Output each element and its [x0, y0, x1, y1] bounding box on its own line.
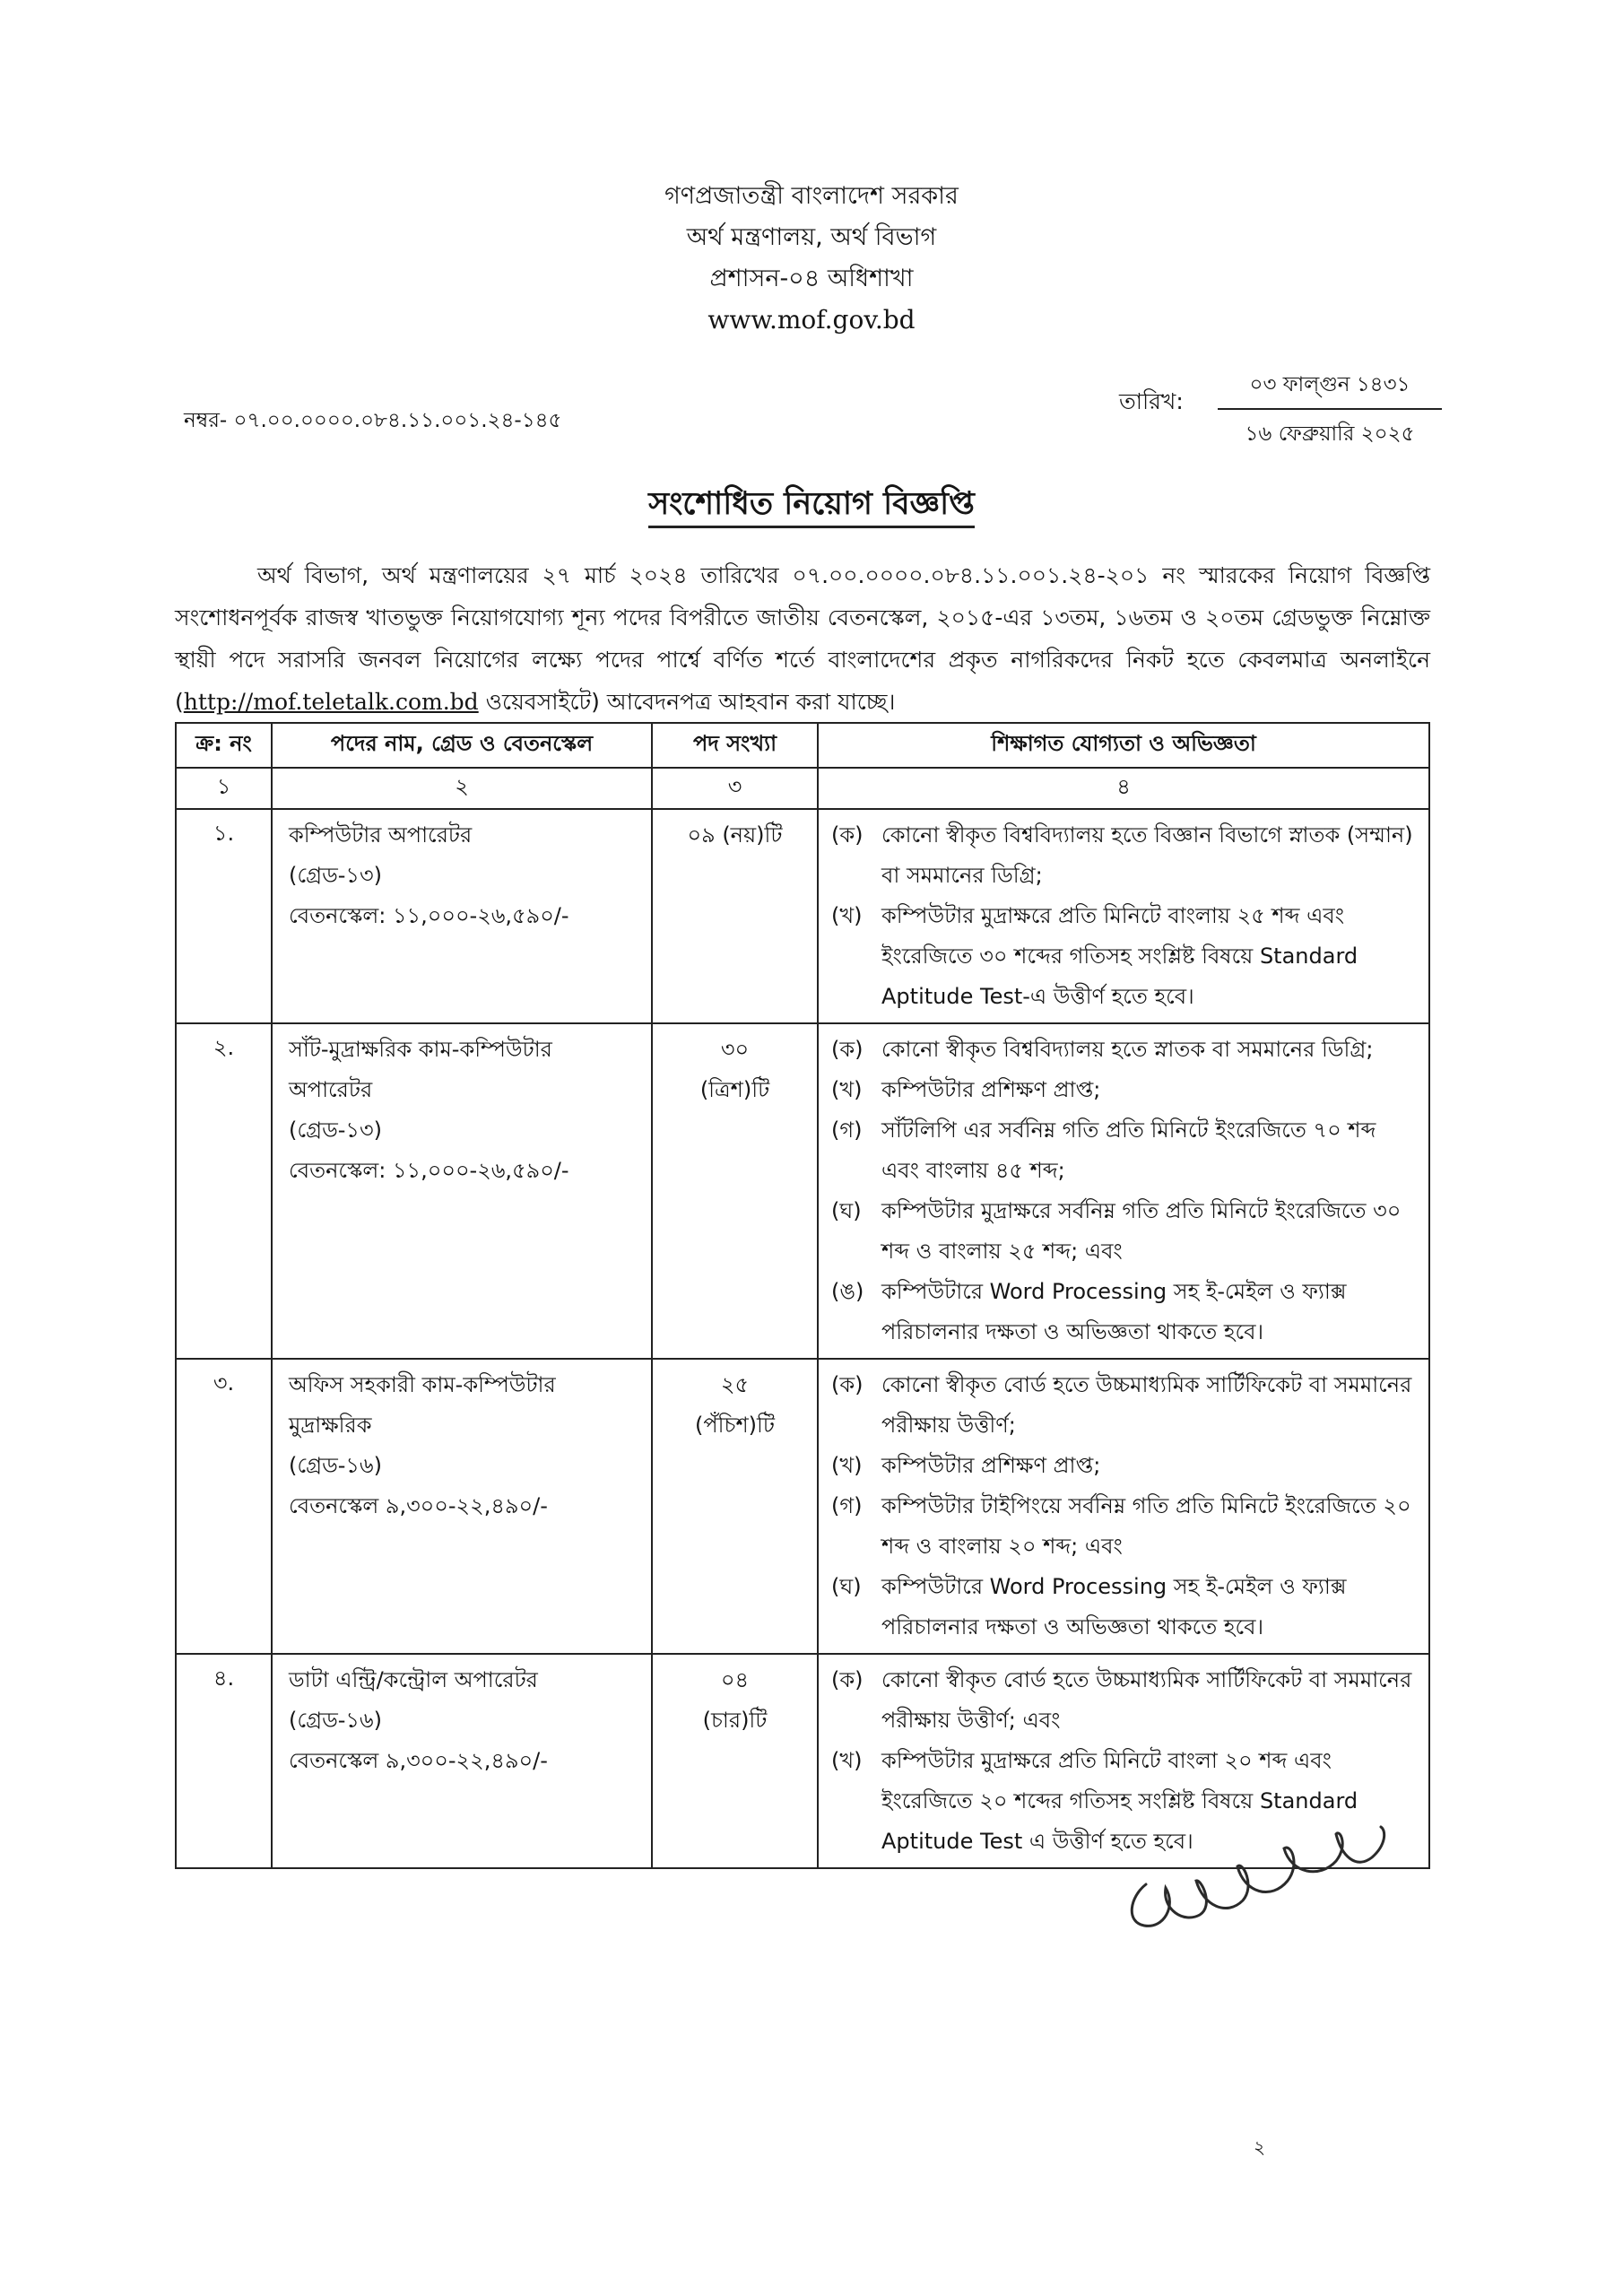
col-number: ১	[176, 768, 272, 809]
table-row	[176, 809, 1429, 1023]
qualification-marker: (খ)	[831, 1077, 863, 1102]
qualification-item	[831, 1191, 1419, 1272]
memo-date	[1218, 368, 1442, 452]
qualification-marker: (ক)	[831, 1037, 864, 1062]
qualification-item	[831, 1110, 1419, 1191]
page-marker: ২	[1254, 2136, 1266, 2158]
col-header-qualification: শিক্ষাগত যোগ্যতা ও অভিজ্ঞতা	[818, 723, 1429, 768]
qualification-marker: (ঙ)	[831, 1279, 864, 1304]
serial-cell: ১.	[176, 809, 272, 1023]
intro-paragraph: অর্থ বিভাগ, অর্থ মন্ত্রণালয়ের ২৭ মার্চ ২০২৪ তারিখের ০৭.০০.০০০০.০৮৪.১১.০০১.২৪-২০১ নং স্মারকের নিয়োগ বিজ্ঞপ্তি সংশোধনপূর্বক রাজস্ব খাতভুক্ত নিয়োগযোগ্য শূন্য পদের বিপরীতে জাতীয় বেতনস্কেল, ২০১৫-এর ১৩তম, ১৬তম ও ২০তম গ্রেডভুক্ত নিম্নোক্ত স্থায়ী পদে সরাসরি জনবল নিয়োগের লক্ষ্যে পদের পার্শ্বে বর্ণিত শর্তে বাংলাদেশের প্রকৃত নাগরিকদের নিকট হতে কেবলমাত্র অনলাইনে (http://mof.teletalk.com.bd ওয়েবসাইটে) আবেদনপত্র আহবান করা যাচ্ছে।	[175, 562, 1430, 715]
col-header-serial: ক্র: নং	[176, 723, 272, 768]
count-line: (পঁচিশ)টি	[695, 1413, 775, 1438]
qualification-marker: (ক)	[831, 822, 864, 848]
count-line: ৩০	[720, 1037, 750, 1062]
notice-title: সংশোধিত নিয়োগ বিজ্ঞপ্তি	[0, 479, 1623, 532]
post-line: (গ্রেড-১৬)	[289, 1708, 382, 1733]
count-cell	[652, 1654, 818, 1868]
col-header-count: পদ সংখ্যা	[652, 723, 818, 768]
post-line: (গ্রেড-১৬)	[289, 1453, 382, 1478]
qualification-item	[831, 1660, 1419, 1741]
qualification-marker: (ক)	[831, 1667, 864, 1692]
date-label: তারিখ:	[1119, 388, 1184, 414]
qualification-text: কোনো স্বীকৃত বিশ্ববিদ্যালয় হতে বিজ্ঞান বিভাগে স্নাতক (সম্মান) বা সমমানের ডিগ্রি;	[881, 822, 1413, 888]
qualification-text: কোনো স্বীকৃত বোর্ড হতে উচ্চমাধ্যমিক সার্টিফিকেট বা সমমানের পরীক্ষায় উত্তীর্ণ;	[881, 1372, 1412, 1438]
date-bangla: ০৩ ফাল্গুন ১৪৩১	[1218, 368, 1442, 410]
qualification-text: সাঁটলিপি এর সর্বনিম্ন গতি প্রতি মিনিটে ইংরেজিতে ৭০ শব্দ এবং বাংলায় ৪৫ শব্দ;	[881, 1118, 1376, 1183]
application-link[interactable]: http://mof.teletalk.com.bd	[183, 689, 479, 715]
post-line: বেতনস্কেল ৯,৩০০-২২,৪৯০/-	[289, 1748, 548, 1773]
qualification-text: কম্পিউটার প্রশিক্ষণ প্রাপ্ত;	[881, 1077, 1101, 1102]
count-line: ০৪	[720, 1667, 750, 1692]
memo-number: নম্বর- ০৭.০০.০০০০.০৮৪.১১.০০১.২৪-১৪৫	[184, 409, 562, 432]
qualification-cell	[818, 1023, 1429, 1359]
qualification-item	[831, 1070, 1419, 1110]
post-line: (গ্রেড-১৩)	[289, 863, 382, 888]
count-line: ০৯ (নয়)টি	[687, 822, 783, 848]
post-cell	[272, 1359, 652, 1654]
qualification-item	[831, 1365, 1419, 1446]
post-line: বেতনস্কেল ৯,৩০০-২২,৪৯০/-	[289, 1493, 548, 1518]
count-cell	[652, 809, 818, 1023]
post-line: বেতনস্কেল: ১১,০০০-২৬,৫৯০/-	[289, 1158, 569, 1183]
col-number: ৩	[652, 768, 818, 809]
col-number: ৪	[818, 768, 1429, 809]
qualification-item	[831, 896, 1419, 1017]
website-link[interactable]: www.mof.gov.bd	[707, 305, 916, 335]
count-line: (চার)টি	[702, 1708, 768, 1733]
qualification-item	[831, 1486, 1419, 1567]
post-cell	[272, 809, 652, 1023]
count-cell	[652, 1359, 818, 1654]
table-row	[176, 1359, 1429, 1654]
qualification-item	[831, 1446, 1419, 1486]
branch-name: প্রশাসন-০৪ অধিশাখা	[709, 265, 914, 292]
serial-cell: ৩.	[176, 1359, 272, 1654]
col-number: ২	[272, 768, 652, 809]
qualification-item	[831, 1272, 1419, 1352]
qualification-marker: (ঘ)	[831, 1574, 862, 1599]
count-cell	[652, 1023, 818, 1359]
signature	[1121, 1825, 1417, 1942]
serial-cell: ২.	[176, 1023, 272, 1359]
date-gregorian: ১৬ ফেব্রুয়ারি ২০২৫	[1245, 422, 1415, 446]
qualification-text: কোনো স্বীকৃত বিশ্ববিদ্যালয় হতে স্নাতক বা সমমানের ডিগ্রি;	[881, 1037, 1374, 1062]
qualification-marker: (গ)	[831, 1493, 863, 1518]
qualification-text: কম্পিউটারে Word Processing সহ ই-মেইল ও ফ্যাক্স পরিচালনার দক্ষতা ও অভিজ্ঞতা থাকতে হবে।	[881, 1574, 1347, 1639]
post-line: বেতনস্কেল: ১১,০০০-২৬,৫৯০/-	[289, 903, 569, 928]
qualification-cell	[818, 809, 1429, 1023]
letterhead	[0, 176, 1623, 341]
qualification-text: কম্পিউটার মুদ্রাক্ষরে প্রতি মিনিটে বাংলা ২০ শব্দ এবং ইংরেজিতে ২০ শব্দের গতিসহ সংশ্লিষ্ট বিষয়ে Standard Aptitude Test এ উত্তীর্ণ হতে হবে।	[881, 1748, 1358, 1854]
qualification-marker: (ঘ)	[831, 1198, 862, 1223]
column-number-row	[176, 768, 1429, 809]
post-line: (গ্রেড-১৩)	[289, 1118, 382, 1143]
count-line: ২৫	[720, 1372, 750, 1397]
table-row	[176, 1023, 1429, 1359]
post-cell	[272, 1023, 652, 1359]
qualification-cell	[818, 1359, 1429, 1654]
post-line: ডাটা এন্ট্রি/কন্ট্রোল অপারেটর	[289, 1667, 538, 1692]
qualification-item	[831, 815, 1419, 896]
qualification-text: কম্পিউটার প্রশিক্ষণ প্রাপ্ত;	[881, 1453, 1101, 1478]
qualification-marker: (ক)	[831, 1372, 864, 1397]
qualification-item	[831, 1030, 1419, 1070]
qualification-text: কম্পিউটারে Word Processing সহ ই-মেইল ও ফ্যাক্স পরিচালনার দক্ষতা ও অভিজ্ঞতা থাকতে হবে।	[881, 1279, 1347, 1344]
qualification-marker: (গ)	[831, 1118, 863, 1143]
qualification-marker: (খ)	[831, 1453, 863, 1478]
post-line: কম্পিউটার অপারেটর	[289, 822, 473, 848]
qualification-text: কম্পিউটার টাইপিংয়ে সর্বনিম্ন গতি প্রতি মিনিটে ইংরেজিতে ২০ শব্দ ও বাংলায় ২০ শব্দ; এবং	[881, 1493, 1411, 1559]
qualification-text: কম্পিউটার মুদ্রাক্ষরে সর্বনিম্ন গতি প্রতি মিনিটে ইংরেজিতে ৩০ শব্দ ও বাংলায় ২৫ শব্দ; এবং	[881, 1198, 1402, 1264]
qualification-marker: (খ)	[831, 1748, 863, 1773]
table-header-row	[176, 723, 1429, 768]
post-line: সাঁট-মুদ্রাক্ষরিক কাম-কম্পিউটার অপারেটর	[289, 1037, 552, 1102]
qualification-item	[831, 1567, 1419, 1648]
govt-name: গণপ্রজাতন্ত্রী বাংলাদেশ সরকার	[664, 182, 959, 210]
qualification-text: কম্পিউটার মুদ্রাক্ষরে প্রতি মিনিটে বাংলায় ২৫ শব্দ এবং ইংরেজিতে ৩০ শব্দের গতিসহ সংশ্লিষ্ট বিষয়ে Standard Aptitude Test-এ উত্তীর্ণ হতে হবে।	[881, 903, 1358, 1009]
post-cell	[272, 1654, 652, 1868]
count-line: (ত্রিশ)টি	[699, 1077, 770, 1102]
post-line: অফিস সহকারী কাম-কম্পিউটার মুদ্রাক্ষরিক	[289, 1372, 556, 1438]
serial-cell: ৪.	[176, 1654, 272, 1868]
posts-table	[175, 722, 1430, 1869]
qualification-text: কোনো স্বীকৃত বোর্ড হতে উচ্চমাধ্যমিক সার্টিফিকেট বা সমমানের পরীক্ষায় উত্তীর্ণ; এবং	[881, 1667, 1412, 1733]
qualification-marker: (খ)	[831, 903, 863, 928]
ministry-name: অর্থ মন্ত্রণালয়, অর্থ বিভাগ	[686, 223, 937, 251]
col-header-post: পদের নাম, গ্রেড ও বেতনস্কেল	[272, 723, 652, 768]
